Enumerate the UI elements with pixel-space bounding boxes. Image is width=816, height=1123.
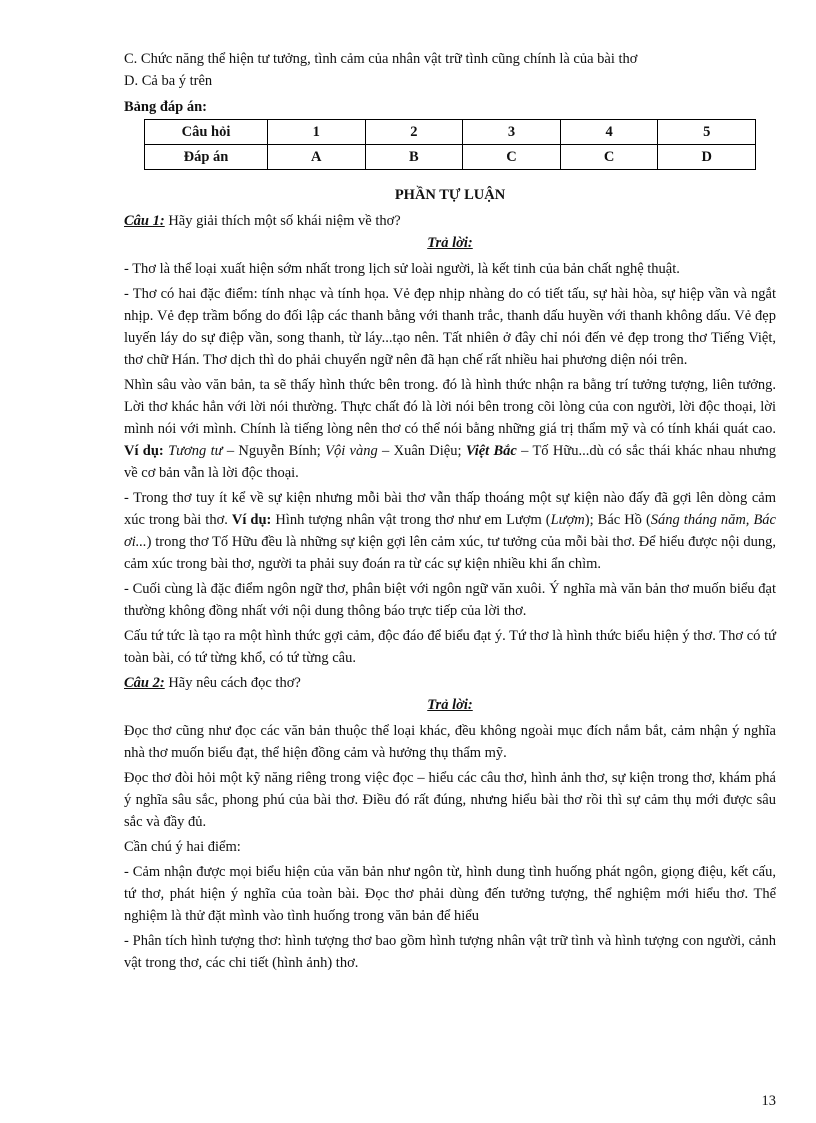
table-row-answers <box>145 145 756 170</box>
table-cell-answer: B <box>365 145 463 170</box>
work-title: Sáng tháng năm, Bác ơi... <box>124 512 776 550</box>
q1-p3-tail: – Tố Hữu...dù có sắc thái khác nhau nhưng về cơ bản vẫn là lời độc thoại. <box>124 443 776 481</box>
work-title: Tương tư <box>163 443 223 459</box>
q1-p3-author: – Nguyễn Bính; <box>222 443 326 459</box>
table-cell-question: 5 <box>658 120 756 145</box>
table-cell-answer: C <box>463 145 561 170</box>
q1-paragraph-4 <box>124 487 776 575</box>
document-page <box>124 48 776 977</box>
q1-p3-author: – Xuân Diệu; <box>377 443 466 459</box>
option-d: D. Cả ba ý trên <box>124 73 213 89</box>
table-header-answers: Đáp án <box>145 145 268 170</box>
q1-p4-text: Hình tượng nhân vật trong thơ như em Lượm ( <box>271 512 551 528</box>
work-title: Vội vàng <box>325 443 378 459</box>
table-cell-question: 4 <box>560 120 658 145</box>
work-title: Lượm <box>550 512 585 528</box>
q2-paragraph-2: Đọc thơ đòi hỏi một kỹ năng riêng trong việc đọc – hiểu các câu thơ, hình ảnh thơ, sự kiện trong thơ, khám phá ý nghĩa sâu sắc, phong phú của bài thơ. Điều đó rất đúng, nhưng hiểu bài thơ rồi thì sự cảm thụ mới được sâu sắc và đầy đủ. <box>124 770 776 830</box>
q2-paragraph-4: - Cảm nhận được mọi biểu hiện của văn bản như ngôn từ, hình dung tình huống phát ngôn, giọng điệu, kết cấu, tứ thơ, phát hiện ý nghĩa của toàn bài. Đọc thơ phải dùng đến tưởng tượng, thể nghiệm mới hiểu thơ. Thể nghiệm là thử đặt mình vào tình huống trong văn bản để hiểu <box>124 864 776 924</box>
q2-paragraph-5: - Phân tích hình tượng thơ: hình tượng thơ bao gồm hình tượng nhân vật trữ tình và hình tượng con người, cảnh vật trong thơ, các chi tiết (hình ảnh) thơ. <box>124 933 776 971</box>
table-cell-question: 3 <box>463 120 561 145</box>
table-cell-answer: A <box>268 145 366 170</box>
question-2-answer-label: Trả lời: <box>427 697 473 713</box>
section-title: PHẦN TỰ LUẬN <box>394 187 506 203</box>
answer-table-title: Bảng đáp án: <box>124 99 208 115</box>
table-header-questions: Câu hỏi <box>145 120 268 145</box>
q1-paragraph-2: - Thơ có hai đặc điểm: tính nhạc và tính họa. Vẻ đẹp nhịp nhàng do có tiết tấu, sự hài hòa, sự hiệp vần và ngắt nhịp. Vẻ đẹp trầm bổng do đối lập các thanh bằng với thanh trắc, thanh dấu huyền với thanh không dấu. Vẻ đẹp luyến láy do sự điệp vần, song thanh, từ láy...tạo nên. Tất nhiên ở đây chỉ nói đến vẻ đẹp trong thơ Tiếng Việt, thơ chữ Hán. Thơ dịch thì do phải chuyển ngữ nên đã hạn chế rất nhiều hai phương diện nói trên. <box>124 286 776 368</box>
q1-paragraph-3 <box>124 374 776 484</box>
table-cell-question: 1 <box>268 120 366 145</box>
q1-paragraph-1: - Thơ là thể loại xuất hiện sớm nhất trong lịch sử loài người, là kết tinh của bản chất nghệ thuật. <box>124 261 680 277</box>
table-cell-answer: C <box>560 145 658 170</box>
q1-p3-text: Nhìn sâu vào văn bản, ta sẽ thấy hình thức bên trong. đó là hình thức nhận ra bằng trí tưởng tượng, liên tưởng. Lời thơ khác hẳn với lời nói thường. Thực chất đó là lời nói bên trong cõi lòng của con người, lời độc thoại, lời mình nói với mình. Chính là tiếng lòng nên thơ có thể nói bằng những giá trị thẩm mỹ và có tính khái quát cao. <box>124 377 776 437</box>
work-title: Việt Bắc <box>465 443 517 459</box>
option-c: C. Chức năng thể hiện tư tưởng, tình cảm của nhân vật trữ tình cũng chính là của bài thơ <box>124 51 638 67</box>
table-cell-answer: D <box>658 145 756 170</box>
q2-paragraph-3: Cần chú ý hai điểm: <box>124 839 241 855</box>
table-row-questions <box>145 120 756 145</box>
question-2-label: Câu 2: <box>124 675 165 691</box>
answer-table <box>144 119 756 170</box>
table-cell-question: 2 <box>365 120 463 145</box>
page-number: 13 <box>761 1093 776 1109</box>
question-1-label: Câu 1: <box>124 213 165 229</box>
q1-p4-text: ); Bác Hồ ( <box>584 512 651 528</box>
question-2 <box>124 672 776 694</box>
q1-paragraph-6: Cấu tứ tức là tạo ra một hình thức gợi cảm, độc đáo để biểu đạt ý. Tứ thơ là hình thức biểu hiện ý thơ. Thơ có tứ toàn bài, có tứ từng khổ, có tứ từng câu. <box>124 628 776 666</box>
question-1-answer-label: Trả lời: <box>427 235 473 251</box>
example-label: Ví dụ: <box>124 443 164 459</box>
question-2-text: Hãy nêu cách đọc thơ? <box>164 675 301 691</box>
q2-paragraph-1: Đọc thơ cũng như đọc các văn bản thuộc thể loại khác, đều không ngoài mục đích nắm bắt, cảm nhận ý nghĩa nhà thơ muốn biểu đạt, thể hiện đồng cảm và hưởng thụ thẩm mỹ. <box>124 723 776 761</box>
q1-p4-text: - Trong thơ tuy ít kể về sự kiện nhưng mỗi bài thơ vẫn thấp thoáng một sự kiện nào đấy đã gợi lên dòng cảm xúc trong bài thơ. <box>124 490 776 528</box>
question-1-text: Hãy giải thích một số khái niệm về thơ? <box>164 213 401 229</box>
question-1 <box>124 210 776 232</box>
q1-p4-text: ) trong thơ Tố Hữu đều là những sự kiện gợi lên cảm xúc, tư tưởng của mỗi bài thơ. Để hiểu được nội dung, cảm xúc trong bài thơ, người ta phải suy đoán ra từ các sự kiện nhiều khi ẩn chìm. <box>124 534 776 572</box>
q1-paragraph-5: - Cuối cùng là đặc điểm ngôn ngữ thơ, phân biệt với ngôn ngữ văn xuôi. Ý nghĩa mà văn bản thơ muốn biểu đạt thường không đồng nhất với nội dung thông báo trực tiếp của lời thơ. <box>124 581 776 619</box>
example-label: Ví dụ: <box>231 512 272 528</box>
